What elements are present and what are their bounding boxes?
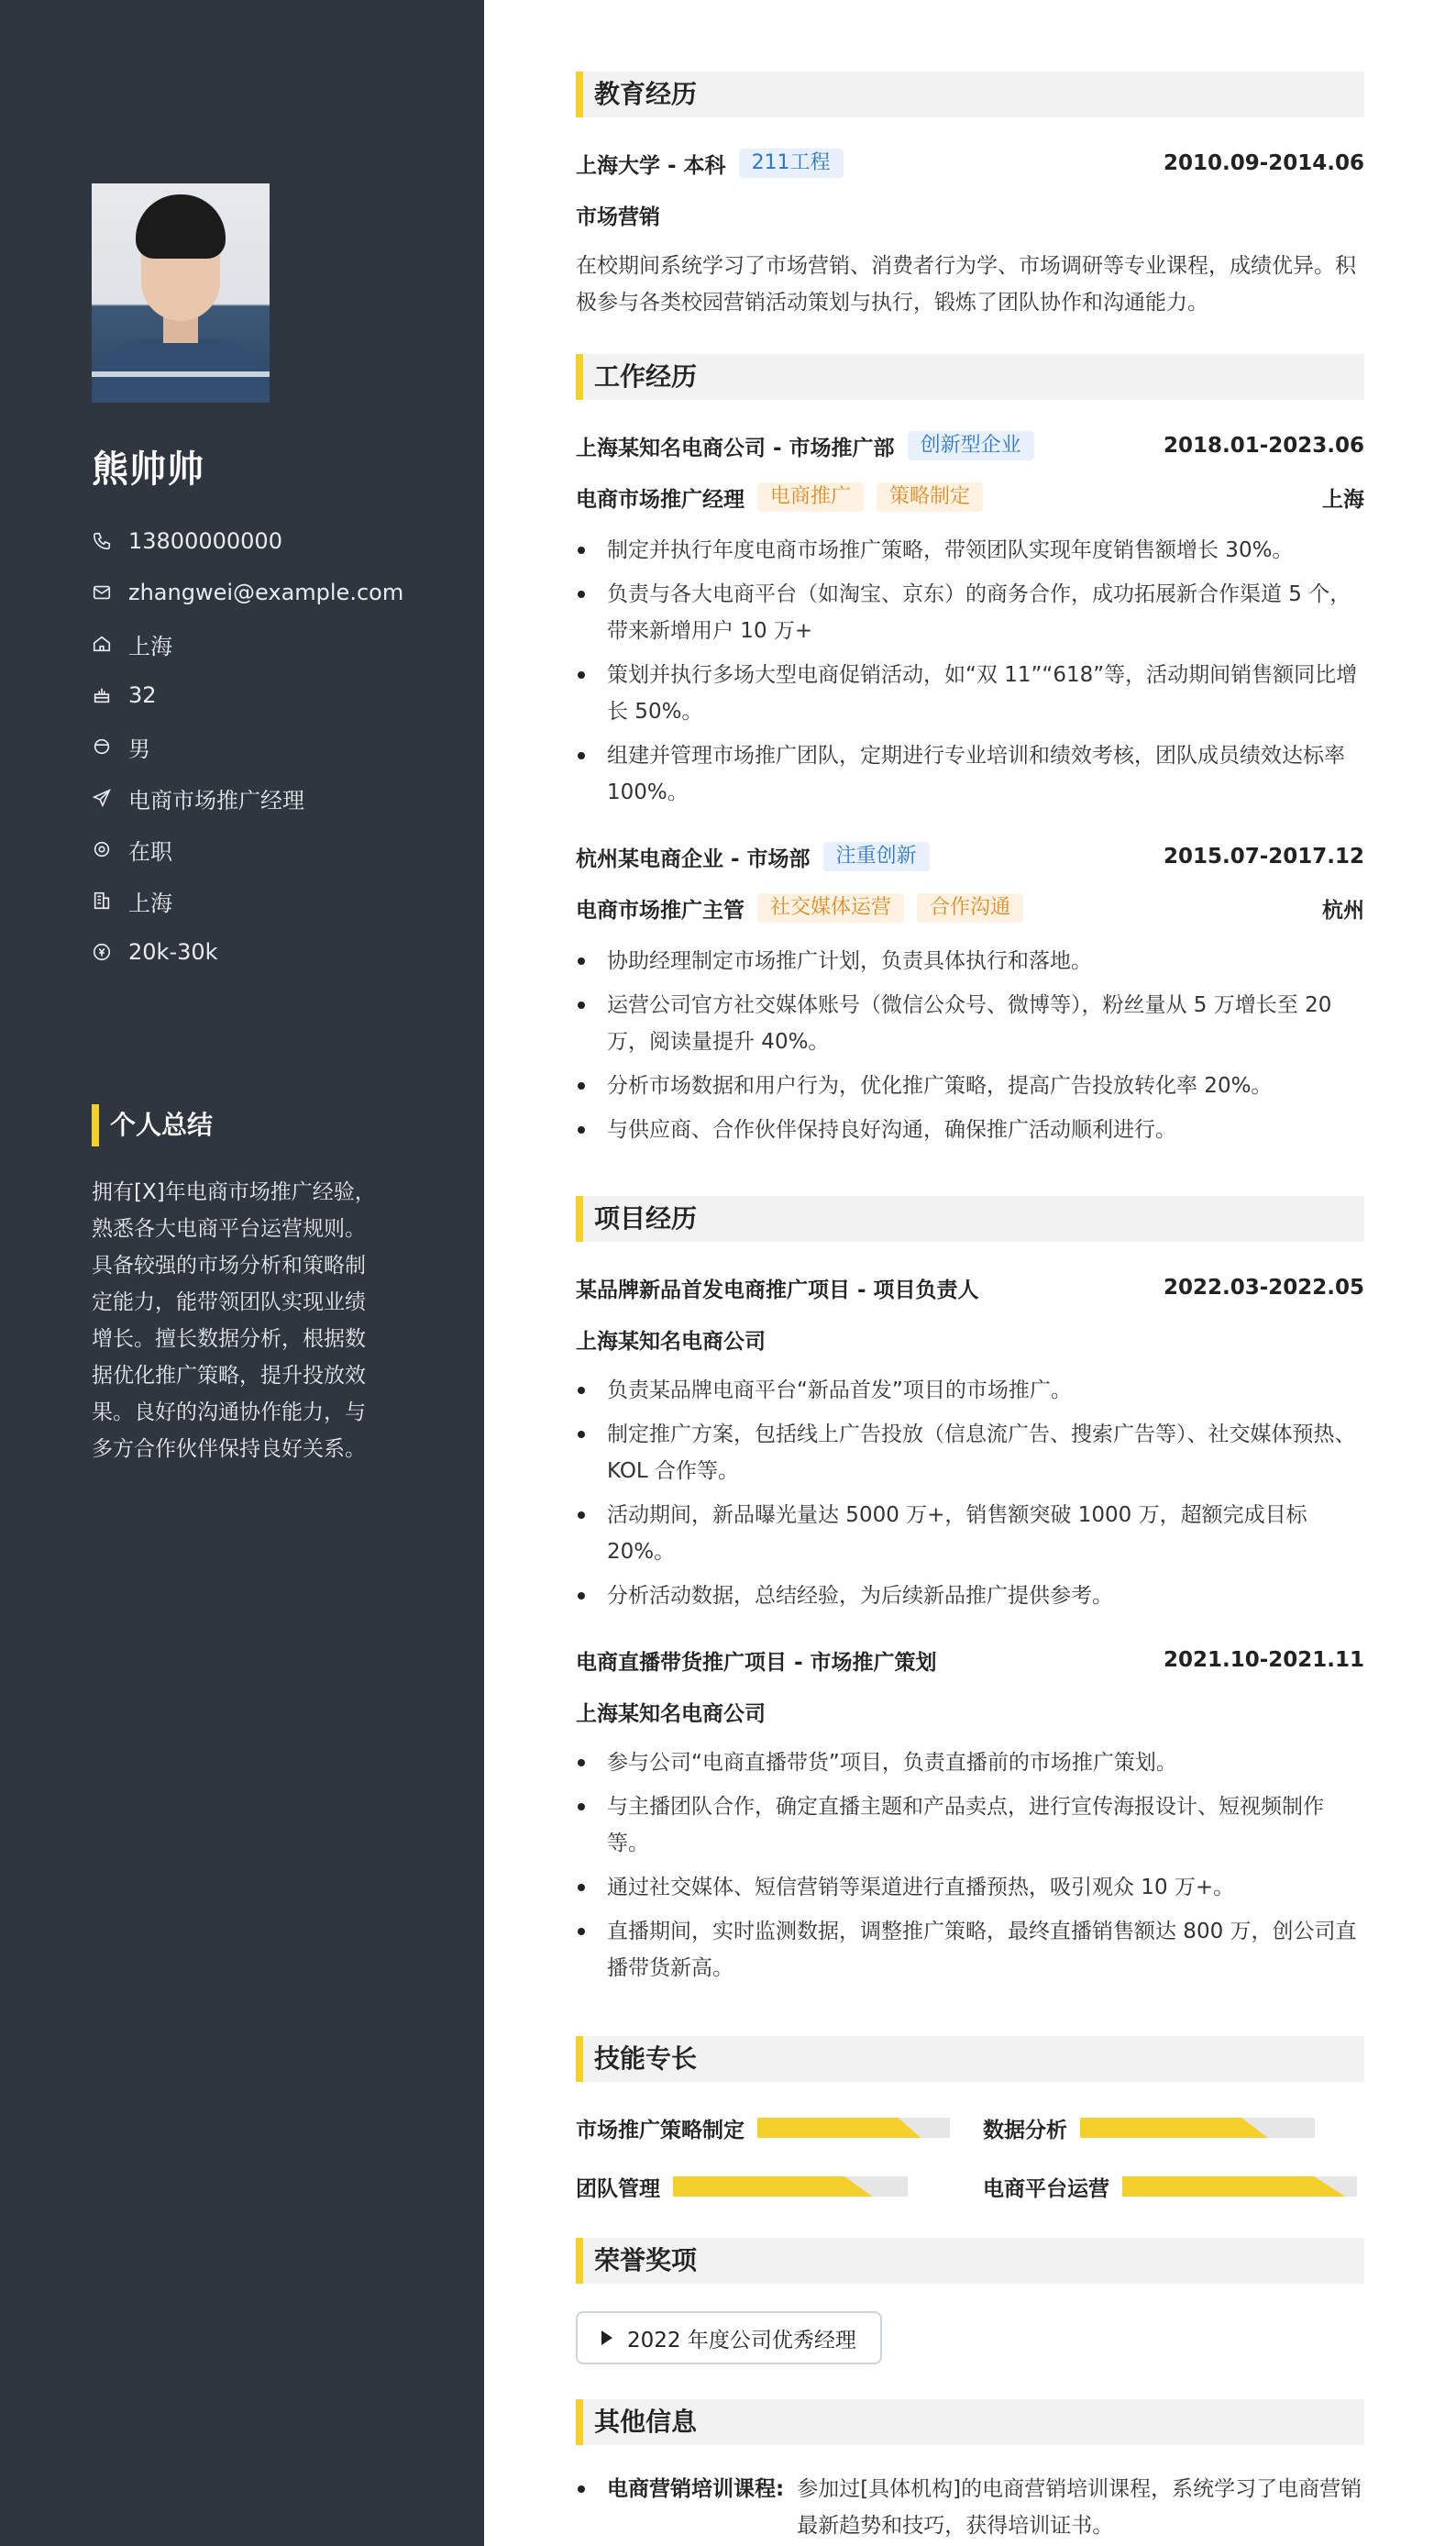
city-text: 上海	[128, 633, 172, 659]
education-header	[576, 147, 1364, 180]
send-icon	[92, 788, 112, 808]
salary-row	[92, 926, 403, 978]
skill-name: 团队管理	[576, 2176, 660, 2201]
job-bullets	[576, 943, 1364, 1156]
list-item: 分析市场数据和用户行为，优化推广策略，提高广告投放转化率 20%。	[576, 1068, 1364, 1104]
company-tag: 创新型企业	[908, 431, 1034, 460]
work-title: 工作经历	[576, 354, 1364, 400]
skill-item	[983, 2111, 1315, 2144]
status-row	[92, 824, 403, 875]
gender-row	[92, 721, 403, 772]
gender-text: 男	[128, 736, 150, 762]
job-company: 上海某知名电商公司 - 市场推广部	[576, 436, 895, 460]
age-text: 32	[128, 682, 157, 708]
age-row	[92, 670, 403, 721]
award-text: 2022 年度公司优秀经理	[627, 2328, 856, 2352]
project-name: 某品牌新品首发电商推广项目 - 项目负责人	[576, 1278, 979, 1302]
skill-bar-fill	[1080, 2118, 1268, 2138]
list-item: 负责某品牌电商平台“新品首发”项目的市场推广。	[576, 1372, 1364, 1409]
bullet-dot	[578, 2485, 585, 2493]
job-header	[576, 429, 1364, 462]
job-position-row	[576, 481, 1364, 514]
list-item: 与供应商、合作伙伴保持良好沟通，确保推广活动顺利进行。	[576, 1112, 1364, 1148]
project-org: 上海某知名电商公司	[576, 1701, 766, 1726]
education-date: 2010.09-2014.06	[1163, 151, 1364, 175]
other-value: 参加过[具体机构]的电商营销培训课程，系统学习了电商营销最新趋势和技巧，获得培训证书。	[797, 2477, 1362, 2538]
project-header	[576, 1644, 1364, 1677]
list-item: 组建并管理市场推广团队，定期进行专业培训和绩效考核，团队成员绩效达标率 100%。	[576, 737, 1364, 811]
email-text: zhangwei@example.com	[128, 580, 404, 605]
skill-tag: 策略制定	[877, 482, 983, 512]
skill-item	[983, 2170, 1357, 2203]
target-city-row	[92, 875, 403, 926]
gender-icon	[92, 736, 112, 757]
list-item: 与主播团队合作，确定直播主题和产品卖点，进行宣传海报设计、短视频制作等。	[576, 1788, 1364, 1862]
target-job-text: 电商市场推广经理	[128, 787, 304, 814]
project-org-row	[576, 1695, 1364, 1728]
projects-title: 项目经历	[576, 1196, 1364, 1242]
phone-icon	[92, 531, 112, 551]
company-tag: 注重创新	[823, 842, 930, 871]
skill-bar	[673, 2176, 908, 2197]
major-name: 市场营销	[576, 205, 660, 229]
summary-text: 拥有[X]年电商市场推广经验，熟悉各大电商平台运营规则。具备较强的市场分析和策略制定能力，能带领团队实现业绩增长。擅长数据分析，根据数据优化推广策略，提升投放效果。良好的沟通协作能力，与多方合作伙伴保持良好关系。	[92, 1180, 376, 1461]
list-item: 运营公司官方社交媒体账号（微信公众号、微博等），粉丝量从 5 万增长至 20 万，阅读量提升 40%。	[576, 987, 1364, 1060]
project-name: 电商直播带货推广项目 - 市场推广策划	[576, 1650, 937, 1675]
skill-name: 数据分析	[983, 2118, 1067, 2142]
project-date: 2022.03-2022.05	[1163, 1276, 1364, 1300]
project-org-row	[576, 1323, 1364, 1356]
job-bullets	[576, 532, 1364, 818]
awards-title: 荣誉奖项	[576, 2238, 1364, 2284]
skill-name: 市场推广策略制定	[576, 2118, 745, 2142]
skill-bar	[1080, 2118, 1315, 2138]
list-item: 策划并执行多场大型电商促销活动，如“双 11”“618”等，活动期间销售额同比增长 50%。	[576, 657, 1364, 730]
cake-icon	[92, 685, 112, 705]
job-city: 上海	[1322, 487, 1364, 512]
contact-info	[92, 515, 403, 978]
job-position-row	[576, 891, 1364, 924]
job-date: 2015.07-2017.12	[1163, 845, 1364, 869]
education-title: 教育经历	[576, 72, 1364, 117]
skill-tag: 社交媒体运营	[757, 893, 904, 923]
project-bullets	[576, 1744, 1364, 1994]
city-row	[92, 618, 403, 670]
other-label: 电商营销培训课程:	[607, 2477, 785, 2501]
home-icon	[92, 634, 112, 654]
profile-photo	[92, 183, 270, 403]
other-item	[576, 2471, 1364, 2544]
job-date: 2018.01-2023.06	[1163, 434, 1364, 458]
skill-name: 电商平台运营	[983, 2176, 1109, 2201]
list-item: 协助经理制定市场推广计划，负责具体执行和落地。	[576, 943, 1364, 980]
job-city: 杭州	[1322, 898, 1364, 923]
education-desc: 在校期间系统学习了市场营销、消费者行为学、市场调研等专业课程，成绩优异。积极参与各类校园营销活动策划与执行，锻炼了团队协作和沟通能力。	[576, 254, 1356, 315]
email-row	[92, 567, 403, 618]
list-item: 参与公司“电商直播带货”项目，负责直播前的市场推广策划。	[576, 1744, 1364, 1781]
status-text: 在职	[128, 838, 172, 865]
skills-title: 技能专长	[576, 2036, 1364, 2082]
skill-bar	[1122, 2176, 1357, 2197]
list-item: 制定并执行年度电商市场推广策略，带领团队实现年度销售额增长 30%。	[576, 532, 1364, 569]
school-name: 上海大学 - 本科	[576, 153, 726, 178]
phone-text: 13800000000	[128, 528, 282, 554]
other-title: 其他信息	[576, 2399, 1364, 2445]
project-date: 2021.10-2021.11	[1163, 1648, 1364, 1672]
skill-tag: 合作沟通	[917, 893, 1023, 923]
list-item: 分析活动数据，总结经验，为后续新品推广提供参考。	[576, 1577, 1364, 1614]
skill-item	[576, 2111, 950, 2144]
job-position: 电商市场推广经理	[576, 487, 745, 512]
money-icon	[92, 942, 112, 962]
mail-icon	[92, 582, 112, 603]
skill-bar-fill	[757, 2118, 921, 2138]
summary-title: 个人总结	[92, 1104, 213, 1146]
status-icon	[92, 839, 112, 859]
list-item: 制定推广方案，包括线上广告投放（信息流广告、搜索广告等）、社交媒体预热、KOL 合作等。	[576, 1416, 1364, 1489]
candidate-name: 熊帅帅	[92, 448, 204, 491]
list-item: 通过社交媒体、短信营销等渠道进行直播预热，吸引观众 10 万+。	[576, 1869, 1364, 1906]
list-item: 直播期间，实时监测数据，调整推广策略，最终直播销售额达 800 万，创公司直播带货新高。	[576, 1913, 1364, 1987]
list-item: 活动期间，新品曝光量达 5000 万+，销售额突破 1000 万，超额完成目标 20%。	[576, 1497, 1364, 1570]
building-icon	[92, 891, 112, 911]
salary-text: 20k-30k	[128, 939, 218, 965]
play-icon	[601, 2330, 612, 2345]
job-position: 电商市场推广主管	[576, 898, 745, 923]
skill-bar-fill	[1122, 2176, 1345, 2197]
award-item	[576, 2311, 882, 2364]
skill-bar	[757, 2118, 950, 2138]
job-header	[576, 840, 1364, 873]
school-tag: 211工程	[739, 149, 844, 178]
target-city-text: 上海	[128, 890, 172, 916]
phone-row	[92, 515, 403, 567]
project-header	[576, 1271, 1364, 1304]
skill-tag: 电商推广	[757, 482, 864, 512]
project-bullets	[576, 1372, 1364, 1622]
major-row	[576, 198, 1364, 231]
project-org: 上海某知名电商公司	[576, 1329, 766, 1354]
job-company: 杭州某电商企业 - 市场部	[576, 847, 811, 871]
target-job-row	[92, 772, 403, 824]
sidebar	[0, 0, 484, 2546]
list-item: 负责与各大电商平台（如淘宝、京东）的商务合作，成功拓展新合作渠道 5 个，带来新增用户 10 万+	[576, 576, 1364, 649]
skill-item	[576, 2170, 908, 2203]
skill-bar-fill	[673, 2176, 873, 2197]
